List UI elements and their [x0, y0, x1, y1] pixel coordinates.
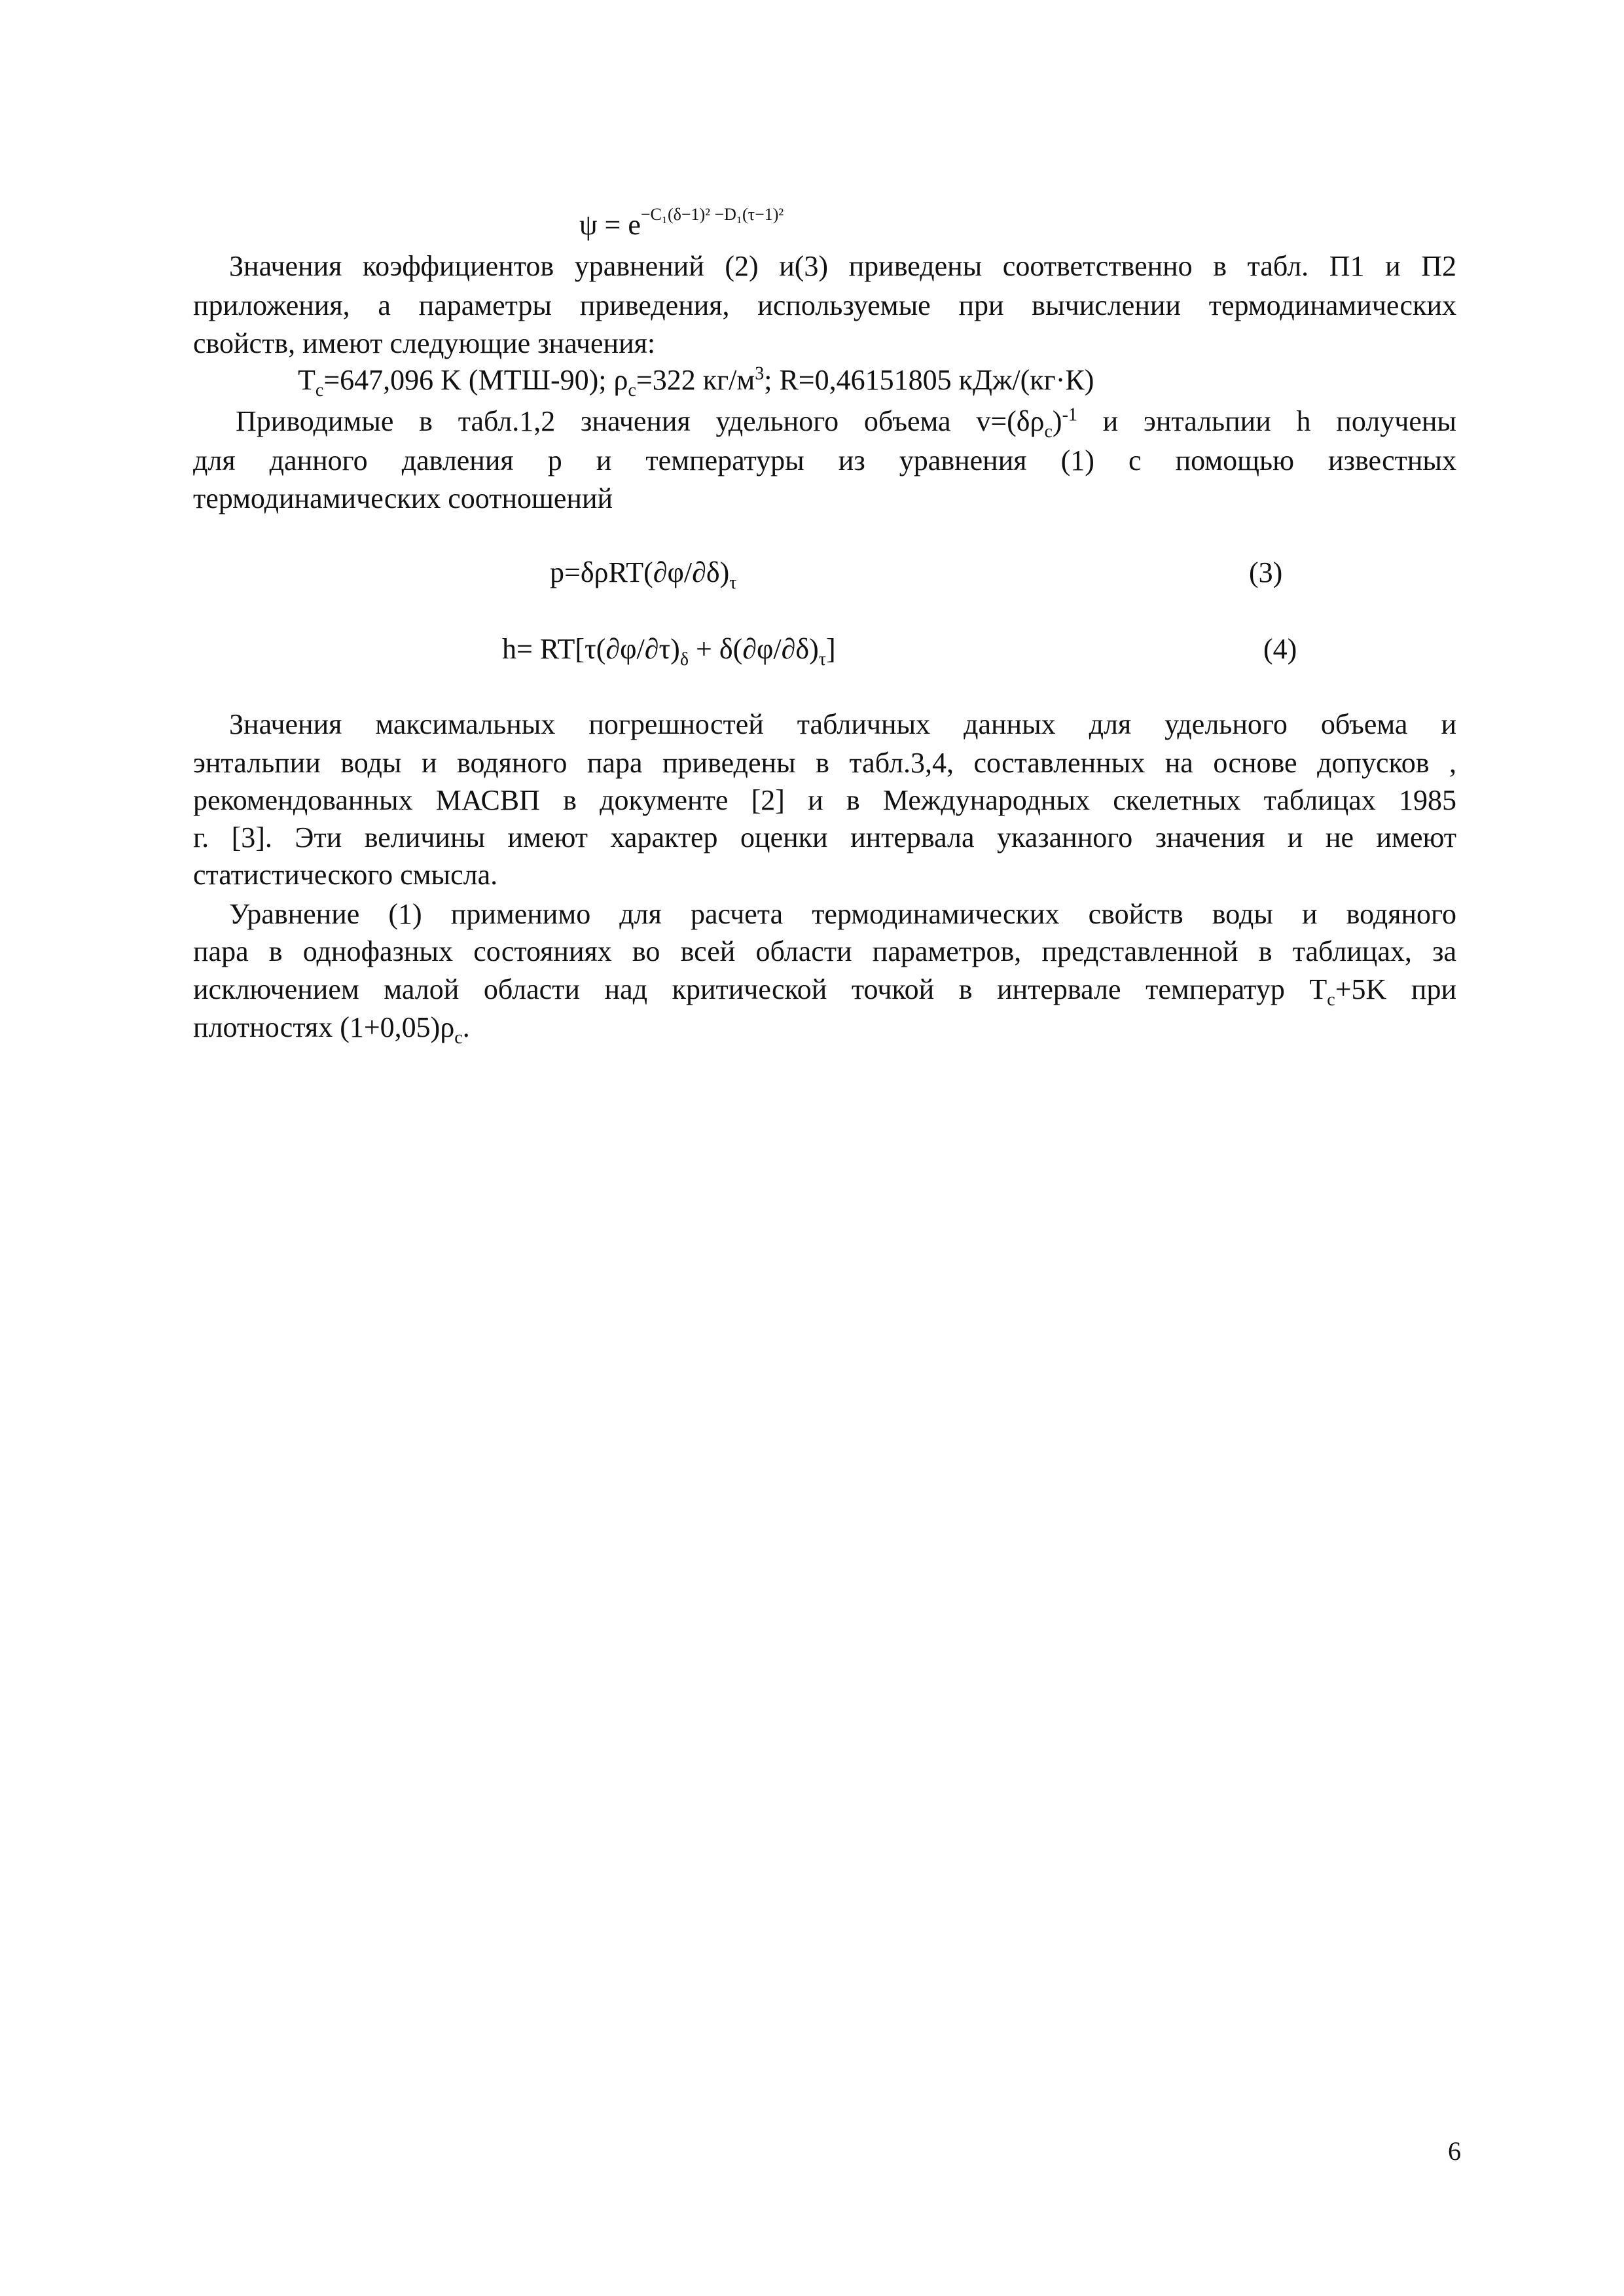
rho-label: ρ: [613, 364, 628, 396]
rho-value: =322 кг/м: [636, 364, 755, 396]
paragraph-1-line-2: приложения, а параметры приведения, используемые при вычислении термодинамических: [193, 289, 1456, 321]
paragraph-3-line-4: г. [3]. Эти величины имеют характер оценки интервала указанного значения и не имеют: [193, 821, 1456, 853]
paragraph-4-line-4-b: .: [462, 1011, 470, 1043]
paragraph-2-line-1-b: ): [1052, 405, 1062, 437]
r-value: ; R=0,46151805 кДж/(кг·К): [764, 364, 1094, 396]
paragraph-4-line-3-b: +5K при: [1335, 973, 1456, 1005]
equation-3-number: (3): [1249, 556, 1283, 588]
constants-line: [298, 361, 1094, 399]
paragraph-4-line-4: [193, 1009, 470, 1047]
tc-value: =647,096 K (МТШ-90);: [323, 364, 614, 396]
tc-subscript: c: [315, 380, 324, 401]
paragraph-4-line-1: Уравнение (1) применимо для расчета термодинамических свойств воды и водяного: [229, 898, 1456, 930]
paragraph-2-line-1-c: и энтальпии h получены: [1077, 405, 1456, 437]
equation-4: [502, 630, 836, 668]
paragraph-4-line-4-a: плотностях (1+0,05)ρ: [193, 1011, 455, 1043]
equation-4-text-c: ]: [825, 633, 836, 665]
paragraph-2-line-1-a: Приводимые в табл.1,2 значения удельного объема v=(δρ: [236, 405, 1045, 437]
paragraph-2-line-1-sup: -1: [1062, 404, 1077, 425]
psi-formula: [579, 206, 784, 248]
paragraph-3-line-1: Значения максимальных погрешностей табличных данных для удельного объема и: [229, 708, 1456, 740]
paragraph-1-line-1: Значения коэффициентов уравнений (2) и(3) приведены соответственно в табл. П1 и П2: [229, 250, 1456, 282]
paragraph-1-line-3: свойств, имеют следующие значения:: [193, 327, 656, 359]
tc-label: T: [298, 364, 316, 396]
paragraph-2-line-2: для данного давления р и температуры из уравнения (1) с помощью известных: [193, 444, 1456, 476]
paragraph-4-line-4-sub: c: [454, 1027, 463, 1048]
equation-4-text-b: + δ(∂φ/∂δ): [689, 633, 819, 665]
paragraph-3-line-5: статистического смысла.: [193, 859, 498, 891]
paragraph-3-line-3: рекомендованных МАСВП в документе [2] и в Международных скелетных таблицах 1985: [193, 784, 1456, 816]
equation-3: [550, 554, 737, 592]
paragraph-3-line-2: энтальпии воды и водяного пара приведены в табл.3,4, составленных на основе допусков ,: [193, 747, 1456, 779]
psi-formula-exponent: −C₁(δ−1)² −D₁(τ−1)²: [640, 205, 784, 224]
paragraph-2-line-1: [236, 403, 1456, 440]
paragraph-4-line-2: пара в однофазных состояниях во всей области параметров, представленной в таблицах, за: [193, 935, 1456, 967]
equation-3-text: p=δρRT(∂φ/∂δ): [550, 556, 730, 588]
paragraph-4-line-3: [193, 971, 1456, 1009]
rho-subscript: c: [628, 380, 636, 401]
psi-formula-lhs: ψ = e: [579, 209, 641, 241]
paragraph-2-line-3: термодинамических соотношений: [193, 482, 613, 514]
paragraph-4-line-3-sub: c: [1327, 989, 1335, 1010]
paragraph-4-line-3-a: исключением малой области над критической точкой в интервале температур T: [193, 973, 1327, 1005]
rho-superscript: 3: [755, 363, 765, 384]
equation-4-number: (4): [1263, 633, 1297, 665]
equation-4-sub-2: τ: [818, 649, 826, 670]
equation-3-sub: τ: [729, 572, 737, 593]
equation-4-sub-1: δ: [679, 649, 689, 670]
equation-4-text-a: h= RT[τ(∂φ/∂τ): [502, 633, 680, 665]
page-number: 6: [1448, 2136, 1461, 2166]
paragraph-2-line-1-sub: c: [1044, 421, 1053, 442]
